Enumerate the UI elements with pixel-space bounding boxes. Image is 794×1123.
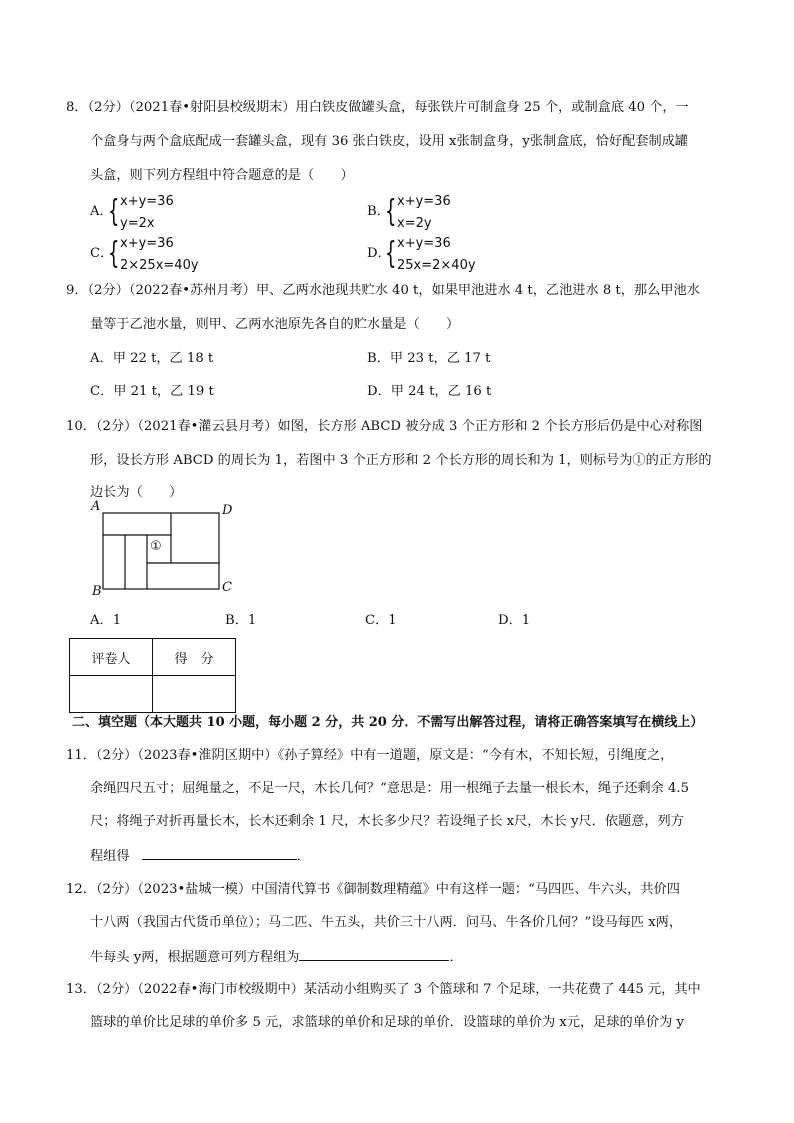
q8-b-eq1: x+y=36: [397, 194, 451, 209]
fig-label-c: C: [222, 580, 232, 595]
q8-line3: 头盒，则下列方程组中符合题意的是（ ）: [90, 168, 354, 183]
q13-line1: 13．（2分）（2022春•海门市校级期中）某活动小组购买了 3 个篮球和 7 个足球，一共花费了 445 元，其中: [66, 982, 701, 997]
q12-line3-text: 牛每头 y两，根据题意可列方程组为: [90, 950, 300, 965]
q10-line2: 形，设长方形 ABCD 的周长为 1，若图中 3 个正方形和 2 个长方形的周长和为 1，则标号为①的正方形的: [90, 453, 712, 468]
q12-line2: 十八两（我国古代货币单位）；马二匹、牛五头，共价三十八两．问马、牛各价几何？”设马每匹 x两，: [90, 915, 683, 930]
q9-line1: 9．（2分）（2022春•苏州月考）甲、乙两水池现共贮水 40 t，如果甲池进水 4 t，乙池进水 8 t，那么甲池水: [66, 283, 700, 298]
q13-line2: 篮球的单价比足球的单价多 5 元，求篮球的单价和足球的单价．设篮球的单价为 x元，足球的单价为 y: [90, 1015, 684, 1030]
q12-answer-blank[interactable]: [299, 946, 449, 961]
fig-label-d: D: [222, 503, 233, 518]
brace-icon: {: [385, 236, 397, 271]
q9-option-c: C．甲 21 t，乙 19 t: [90, 384, 214, 399]
q12-line1: 12．（2分）（2023•盐城一模）中国清代算书《御制数理精蕴》中有这样一题：“马四匹、牛六头，共价四: [66, 882, 680, 897]
q8-d-eq1: x+y=36: [397, 236, 451, 251]
q9-option-d: D．甲 24 t，乙 16 t: [367, 384, 492, 399]
q8-a-eq2: y=2x: [120, 216, 155, 231]
score-table: [69, 638, 236, 713]
fig-mark: ①: [150, 539, 162, 554]
brace-icon: {: [108, 194, 120, 229]
section2-title: 二、填空题（本大题共 10 小题，每小题 2 分，共 20 分．不需写出解答过程，请将正确答案填写在横线上）: [72, 715, 704, 730]
q10-option-b: B．1: [225, 613, 257, 628]
q8-option-a-label: A．: [90, 204, 113, 219]
fig-label-b: B: [92, 584, 102, 599]
q11-line4: [90, 845, 310, 867]
fig-label-a: A: [91, 499, 101, 514]
rectangle-figure: [88, 500, 238, 600]
q9-option-a: A．甲 22 t，乙 18 t: [90, 351, 214, 366]
q11-end: ．: [296, 849, 310, 864]
score-cell-grader[interactable]: [70, 676, 153, 713]
q11-line4-text: 程组得: [90, 849, 130, 864]
q8-b-eq2: x=2y: [397, 216, 432, 231]
q10-option-d: D．1: [498, 613, 531, 628]
q8-c-eq2: 2×25x=40y: [120, 258, 199, 273]
brace-icon: {: [108, 236, 120, 271]
q11-answer-blank[interactable]: [142, 845, 297, 860]
q11-line1: 11．（2分）（2023春•淮阴区期中）《孙子算经》中有一道题，原文是：“今有木，不知长短，引绳度之，: [66, 748, 674, 763]
q8-option-b-label: B．: [367, 204, 390, 219]
q8-d-eq2: 25x=2×40y: [397, 258, 476, 273]
q8-option-d-label: D．: [367, 246, 391, 261]
q11-line3: 尺；将绳子对折再量长木，长木还剩余 1 尺，木长多少尺？若设绳子长 x尺，木长 y尺．依题意，列方: [90, 814, 684, 829]
q10-line3: 边长为（ ）: [90, 485, 183, 500]
q9-line2: 量等于乙池水量，则甲、乙两水池原先各自的贮水量是（ ）: [90, 317, 460, 332]
q8-c-eq1: x+y=36: [120, 236, 174, 251]
score-col-score: 得 分: [153, 639, 236, 676]
q10-option-c: C．1: [365, 613, 397, 628]
q9-option-b: B．甲 23 t，乙 17 t: [367, 351, 491, 366]
q12-line3: [90, 946, 463, 968]
q11-line2: 余绳四尺五寸；屈绳量之，不足一尺，木长几何？”意思是：用一根绳子去量一根长木，绳子还剩余 4.5: [90, 781, 689, 796]
q8-line1: 8．（2分）（2021春•射阳县校级期末）用白铁皮做罐头盒，每张铁片可制盒身 25 个，或制盒底 40 个，一: [66, 100, 689, 115]
score-col-grader: 评卷人: [70, 639, 153, 676]
q10-line1: 10．（2分）（2021春•灌云县月考）如图，长方形 ABCD 被分成 3 个正方形和 2 个长方形后仍是中心对称图: [66, 419, 703, 434]
q10-option-a: A．1: [90, 613, 122, 628]
q8-a-eq1: x+y=36: [120, 194, 174, 209]
q12-end: ．: [449, 950, 463, 965]
q8-option-c-label: C．: [90, 246, 114, 261]
brace-icon: {: [385, 194, 397, 229]
q8-line2: 个盒身与两个盒底配成一套罐头盒，现有 36 张白铁皮，设用 x张制盒身，y张制盒底，恰好配套制成罐: [90, 134, 689, 149]
score-cell-score[interactable]: [153, 676, 236, 713]
